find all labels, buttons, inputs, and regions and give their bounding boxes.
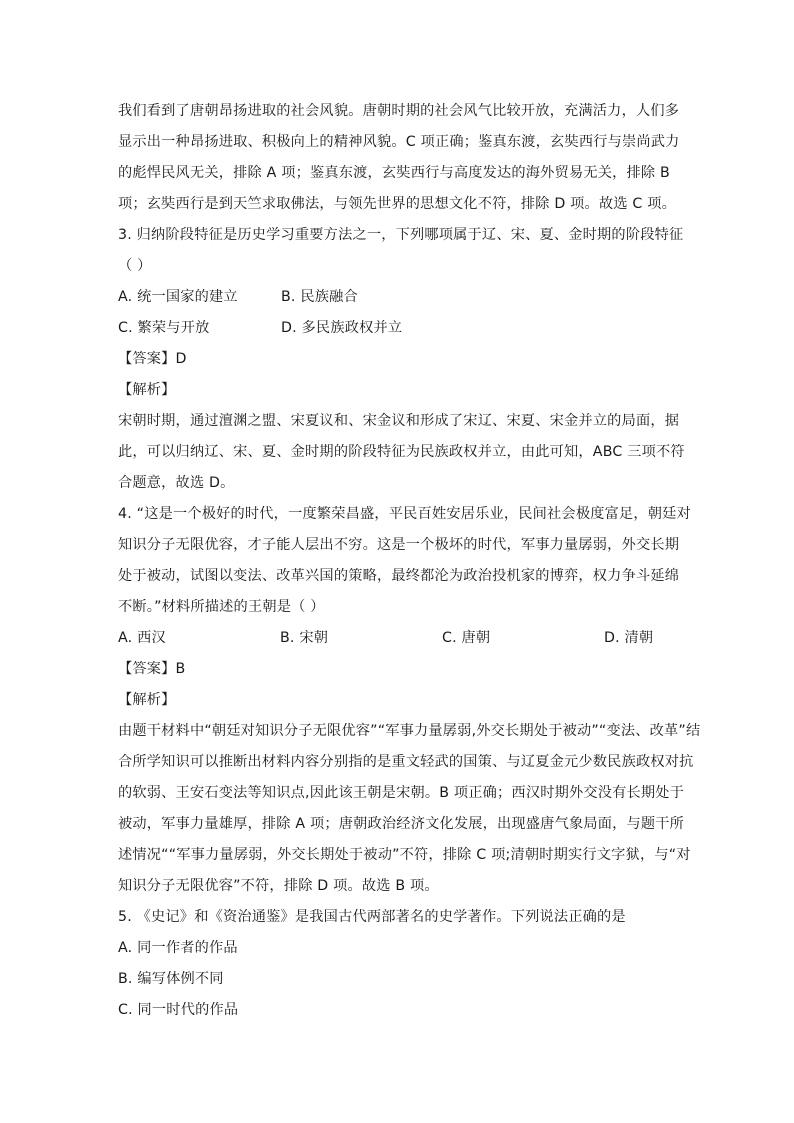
q5-option-a: A. 同一作者的作品	[118, 940, 238, 956]
q4-analysis-line: 的软弱、王安石变法等知识点,因此该王朝是宋朝。B 项正确；西汉时期外交没有长期处于	[118, 785, 685, 801]
q4-option-c: C. 唐朝	[442, 630, 491, 646]
q4-stem-line: 知识分子无限优容，才子能人层出不穷。这是一个极坏的时代，军事力量孱弱，外交长期	[118, 537, 680, 553]
q3-stem-bracket: （ ）	[118, 258, 152, 274]
q3-analysis-line: 此，可以归纳辽、宋、夏、金时期的阶段特征为民族政权并立，由此可知，ABC 三项不符	[118, 444, 685, 460]
q4-analysis-line: 合所学知识可以推断出材料内容分别指的是重文轻武的国策、与辽夏金元少数民族政权对抗	[118, 754, 694, 770]
q3-answer: 【答案】D	[118, 351, 187, 367]
prev-explanation-line: 显示出一种昂扬进取、积极向上的精神风貌。C 项正确；鉴真东渡，玄奘西行与崇尚武力	[118, 134, 680, 150]
prev-explanation-line: 项；玄奘西行是到天竺求取佛法，与领先世界的思想文化不符，排除 D 项。故选 C 项。	[118, 196, 677, 212]
q3-stem: 3. 归纳阶段特征是历史学习重要方法之一，下列哪项属于辽、宋、夏、金时期的阶段特征	[118, 227, 684, 243]
q5-option-c: C. 同一时代的作品	[118, 1002, 239, 1018]
q4-analysis-label: 【解析】	[118, 692, 176, 708]
q4-analysis-line: 被动，军事力量雄厚，排除 A 项；唐朝政治经济文化发展，出现盛唐气象局面，与题干所	[118, 816, 685, 832]
page-content	[118, 96, 701, 1026]
q3-option-b: B. 民族融合	[281, 289, 358, 305]
q3-options-row-2	[118, 313, 674, 344]
q4-option-d: D. 清朝	[604, 630, 654, 646]
q3-option-d: D. 多民族政权并立	[281, 320, 403, 336]
q4-option-a: A. 西汉	[118, 630, 166, 646]
q5-option-b: B. 编写体例不同	[118, 971, 224, 987]
prev-explanation-line: 我们看到了唐朝昂扬进取的社会风貌。唐朝时期的社会风气比较开放，充满活力，人们多	[118, 103, 680, 119]
q3-analysis-line: 宋朝时期，通过澶渊之盟、宋夏议和、宋金议和形成了宋辽、宋夏、宋金并立的局面，据	[118, 413, 680, 429]
q4-options-row	[118, 623, 674, 654]
q4-analysis-line: 述情况““军事力量孱弱，外交长期处于被动”不符，排除 C 项;清朝时期实行文字狱，与“对	[118, 847, 691, 863]
q4-analysis-line: 由题干材料中“朝廷对知识分子无限优容”“军事力量孱弱,外交长期处于被动”“变法、改革”结	[118, 723, 701, 739]
q4-stem-line: 处于被动，试图以变法、改革兴国的策略，最终都沦为政治投机家的博弈，权力争斗延绵	[118, 568, 680, 584]
q3-option-a: A. 统一国家的建立	[118, 289, 238, 305]
q4-analysis-line: 知识分子无限优容”不符，排除 D 项。故选 B 项。	[118, 878, 439, 894]
q4-stem-line: 不断。”材料所描述的王朝是（ ）	[118, 599, 325, 615]
q4-answer: 【答案】B	[118, 661, 186, 677]
q3-analysis-line: 合题意，故选 D。	[118, 475, 235, 491]
q5-stem: 5. 《史记》和《资治通鉴》是我国古代两部著名的史学著作。下列说法正确的是	[118, 909, 626, 925]
q3-option-c: C. 繁荣与开放	[118, 320, 210, 336]
q3-options-row-1	[118, 282, 674, 313]
q4-stem-line: 4. “这是一个极好的时代，一度繁荣昌盛，平民百姓安居乐业，民间社会极度富足，朝廷对	[118, 506, 691, 522]
q3-analysis-label: 【解析】	[118, 382, 176, 398]
prev-explanation-line: 的彪悍民风无关，排除 A 项；鉴真东渡，玄奘西行与高度发达的海外贸易无关，排除 B	[118, 165, 670, 181]
q4-option-b: B. 宋朝	[280, 630, 329, 646]
